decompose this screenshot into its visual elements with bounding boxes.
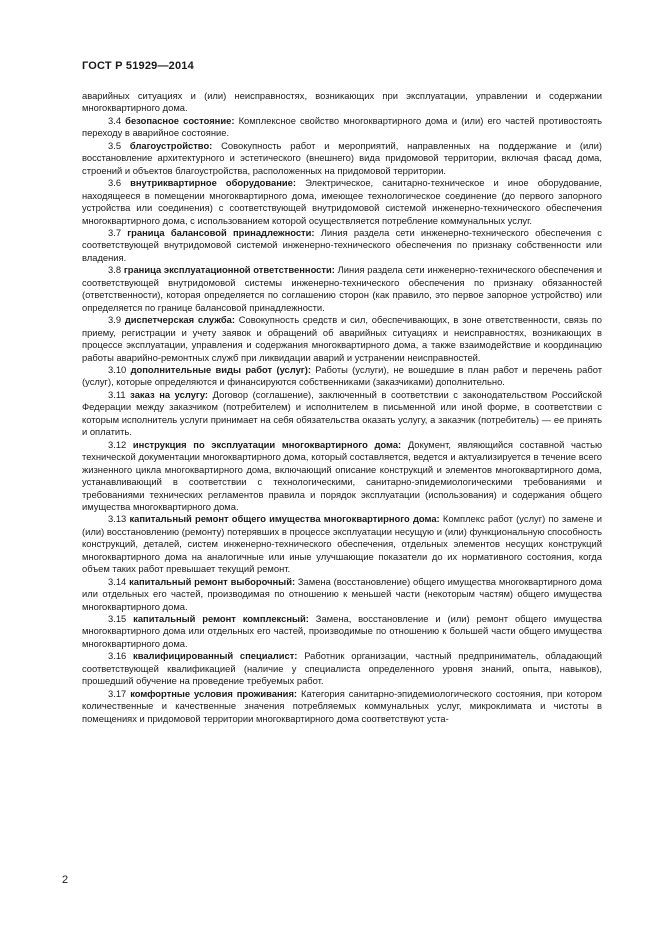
definition-text: Совокупность средств и сил, обеспечивающих, в зоне ответственности, связь по приему, регистрации и учету заявок и обращений об аварийных ситуациях и неисправностях, возникающих в процессе эксплуатации, управления и содержания многоквартирного дома, а также взаимодействие и координацию работы аварийно-ремонтных служб при ликвидации аварий и устранении неисправностей. [82,314,603,363]
definition-number: 3.4 [108,114,122,126]
definition-text: Замена, восстановление и (или) ремонт общего имущества многоквартирного дома или отдельных его частей, производимые по отношению к большей части общего имущества многоквартирного дома. [82,613,603,649]
definition-term: диспетчерская служба: [124,314,235,326]
definition-item [82,227,602,264]
definition-term: капитальный ремонт комплексный: [133,613,309,625]
definition-text: Работы (услуги), не вошедшие в план работ и перечень работ (услуг), которые определяются и финансируются собственниками (заказчиками) дополнительно. [82,363,603,388]
definition-item [82,177,602,227]
definition-text: Категория санитарно-эпидемиологического состояния, при котором количественные и качественные значения потребляемых коммунальных услуг, микроклимата и чистоты в помещениях и придомовой территории многоквартирного дома соответствуют уста- [82,687,602,724]
definition-text: Линия раздела сети инженерно-технического обеспечения и соответствующей внутридомовой системы инженерно-технического обеспечения по признаку обязанностей (ответственности), которая определяется по соглашению сторон (как правило, это первое запорное устройство) или определяется по границе балансовой принадлежности. [82,264,603,313]
definition-item [82,140,602,177]
definition-item [82,439,602,514]
document-header: ГОСТ Р 51929—2014 [82,60,194,72]
definition-text: Комплекс работ (услуг) по замене и (или) восстановлению (ремонту) потерявших в процессе эксплуатации несущую и (или) функциональную способность конструкций, деталей, систем инженерно-технического обеспечения, отдельных элементов несущих конструкций многоквартирного дома на аналогичные или иные улучшающие показатели до их нормативного состояния, когда объем таких работ превышает текущий ремонт. [82,513,602,575]
definition-term: безопасное состояние: [125,114,235,126]
definition-text: Замена (восстановление) общего имущества многоквартирного дома или отдельных его частей, производимая по отношению к меньшей части (некоторым частям) общего имущества многоквартирного дома. [82,575,602,612]
definition-item [82,513,602,575]
definition-item [82,389,602,439]
definition-text: Работник организации, частный предприниматель, обладающий соответствующей квалификацией (наличие у специалиста определенного уровня знаний, опыта, навыков), прошедший обучение на проведение требуемых работ. [82,650,602,687]
definition-item [82,576,602,613]
definition-number: 3.14 [108,575,127,587]
definition-number: 3.16 [108,650,127,662]
definition-text: Электрическое, санитарно-техническое и иное оборудование, находящееся в помещении многоквартирного дома, имеющее технологическое соединение (до первого запорного устройства или соединения) с соответствующей внутридомовой системой инженерно-технического обеспечения многоквартирного дома, с использованием которой осуществляется потребление коммунальных услуг. [82,177,602,226]
definition-item [82,650,602,687]
definition-number: 3.6 [108,177,122,189]
definition-text: Линия раздела сети инженерно-технического обеспечения с соответствующей внутридомовой системой инженерно-технического обеспечения по признаку собственности или владения. [82,226,602,263]
definition-term: комфортные условия проживания: [130,687,298,699]
definition-term: дополнительные виды работ (услуг): [130,363,311,375]
definition-number: 3.12 [108,438,127,450]
definition-list [82,115,602,725]
intro-paragraph: аварийных ситуациях и (или) неисправностях, возникающих при эксплуатации, управлении и содержании многоквартирного дома. [82,90,602,114]
definition-term: граница эксплуатационной ответственности: [123,264,335,276]
definition-text: Совокупность работ и мероприятий, направленных на поддержание и (или) восстановление архитектурного и эстетического (внешнего) вида придомовой территории, включая фасад дома, строений и объектов благоустройства, расположенных на придомовой территории. [82,139,603,176]
document-body [82,90,602,725]
definition-number: 3.11 [108,388,126,400]
definition-text: Документ, являющийся составной частью технической документации многоквартирного дома, который составляется, ведется и актуализируется в течение всего жизненного цикла многоквартирного дома, включающий описание конструкций и элементов многоквартирного дома, устанавливающий в соответствии с технологическими, санитарно-эпидемиологическими требованиями и требованиями технических регламентов правила и порядок эксплуатации (использования) и содержания общего имущества многоквартирного дома. [82,438,602,512]
definition-term: капитальный ремонт выборочный: [129,575,296,587]
definition-term: благоустройство: [129,139,213,151]
definition-number: 3.13 [108,513,127,525]
definition-term: инструкция по эксплуатации многоквартирного дома: [132,438,402,450]
definition-term: граница балансовой принадлежности: [127,226,315,238]
definition-text: Комплексное свойство многоквартирного дома и (или) его частей противостоять переходу в аварийное состояние. [82,114,602,139]
definition-number: 3.10 [108,363,127,375]
definition-number: 3.5 [108,139,122,151]
definition-term: капитальный ремонт общего имущества многоквартирного дома: [129,513,440,525]
definition-number: 3.7 [108,226,122,238]
definition-term: квалифицированный специалист: [133,650,298,662]
definition-term: внутриквартирное оборудование: [130,177,296,189]
definition-number: 3.17 [108,687,127,699]
definition-term: заказ на услугу: [130,388,209,400]
definition-item [82,264,602,314]
definition-item [82,613,602,650]
definition-item [82,115,602,140]
definition-item [82,364,602,389]
definition-number: 3.15 [108,613,127,625]
definition-text: Договор (соглашение), заключенный в соответствии с законодательством Российской Федерации между заказчиком (потребителем) и исполнителем в письменной или иной форме, в соответствии с которым исполнитель услуги принимает на себя обязательства оказать услугу, а заказчик (потребитель) — ее принять и оплатить. [82,388,603,438]
definition-number: 3.8 [108,264,122,276]
definition-number: 3.9 [108,314,122,326]
definition-item [82,688,602,725]
page-number: 2 [62,874,69,886]
definition-item [82,314,602,364]
